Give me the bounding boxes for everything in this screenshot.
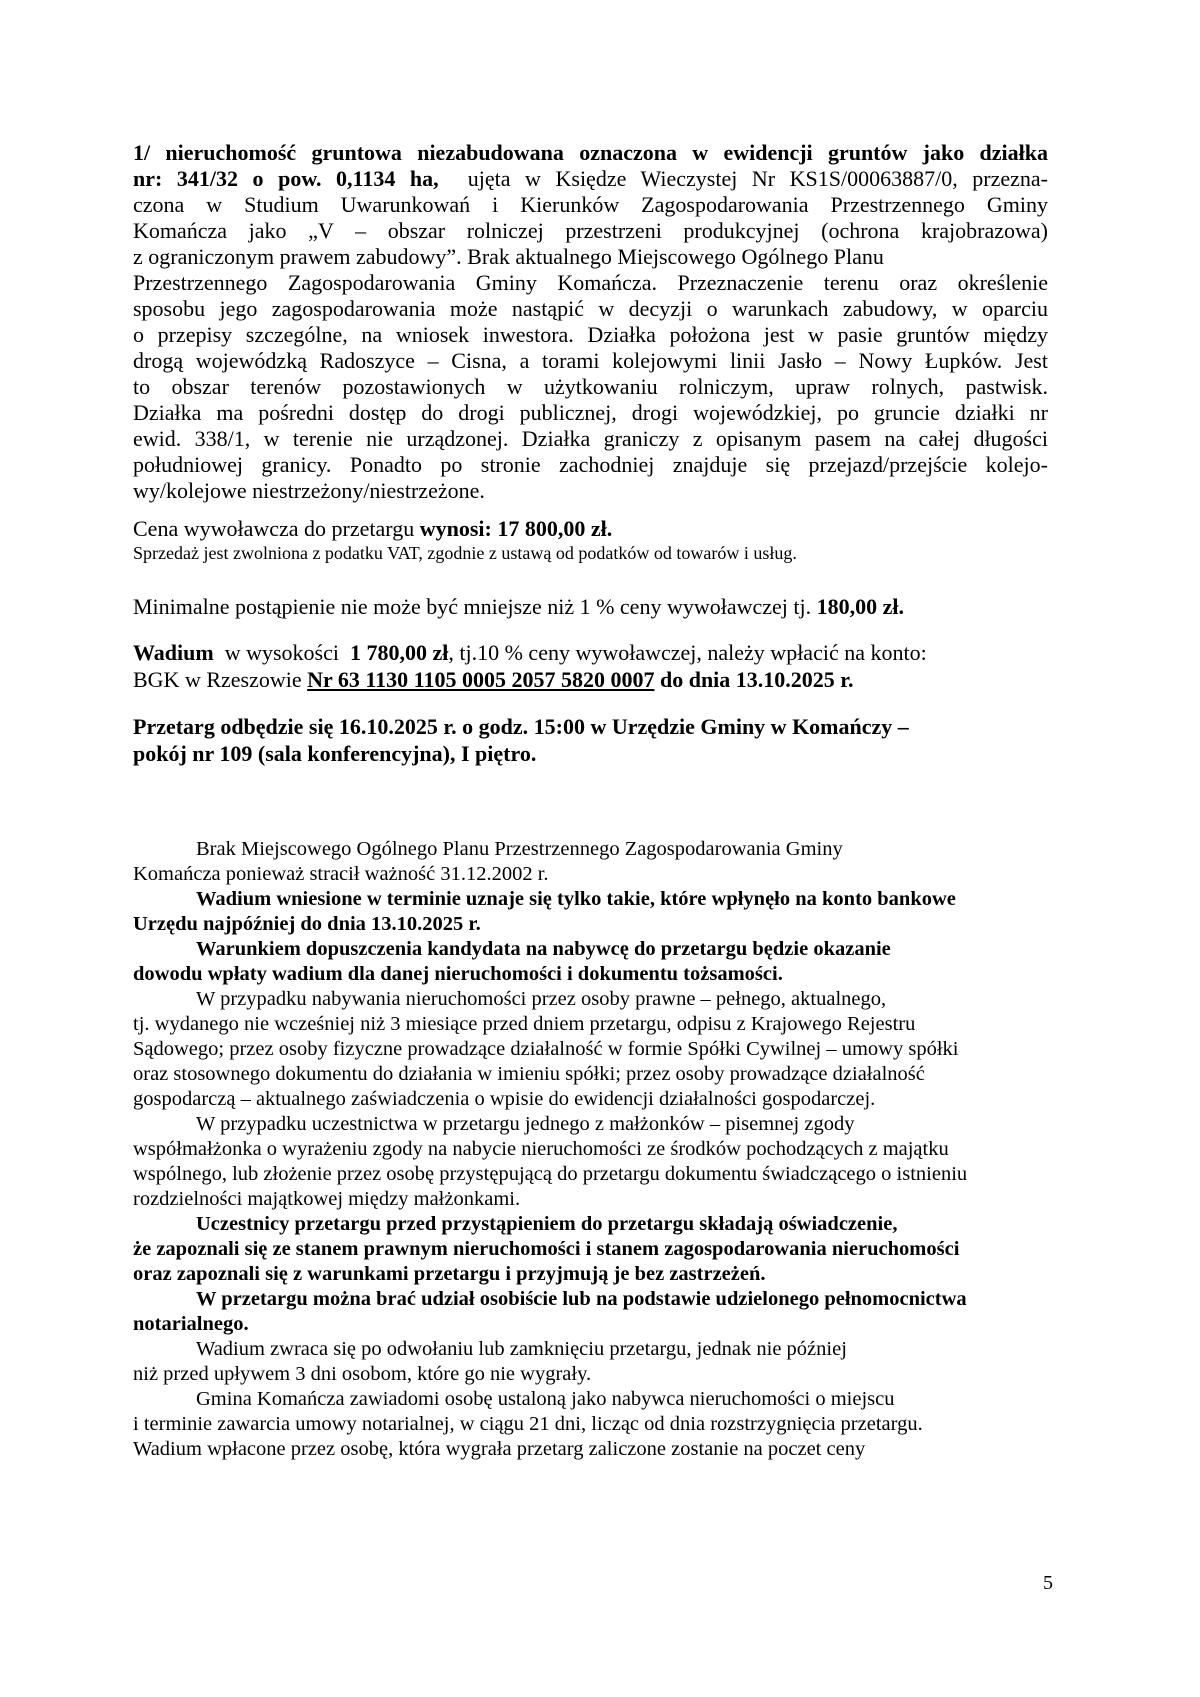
property-description-line: o przepisy szczególne, na wniosek inwestora. Działka położona jest w pasie gruntów między [133, 322, 1048, 347]
auction-terms-line: gospodarczą – aktualnego zaświadczenia o wpisie do ewidencji działalności gospodarczej. [133, 1088, 876, 1110]
auction-terms-line: notarialnego. [133, 1313, 249, 1335]
auction-date-line: pokój nr 109 (sala konferencyjna), I piętro. [133, 741, 537, 766]
property-description-line: Działka ma pośredni dostęp do drogi publicznej, drogi wojewódzkiej, po gruncie działki nr [133, 400, 1048, 425]
starting-price-line: Cena wywoławcza do przetargu wynosi: 17 800,00 zł. [133, 516, 613, 541]
auction-terms [133, 837, 1048, 1462]
auction-terms-line: Warunkiem dopuszczenia kandydata na nabywcę do przetargu będzie okazanie [196, 938, 891, 960]
document-body [133, 140, 1048, 1462]
property-description-line: drogą wojewódzką Radoszyce – Cisna, a torami kolejowymi linii Jasło – Nowy Łupków. Jest [133, 348, 1048, 373]
auction-terms-line: Komańcza ponieważ stracił ważność 31.12.2002 r. [133, 863, 549, 885]
property-description-line: sposobu jego zagospodarowania może nastąpić w decyzji o warunkach zabudowy, w oparciu [133, 296, 1048, 321]
property-description-line: Przestrzennego Zagospodarowania Gminy Komańcza. Przeznaczenie terenu oraz określenie [133, 270, 1048, 295]
auction-terms-line: W przypadku uczestnictwa w przetargu jednego z małżonków – pisemnej zgody [196, 1113, 855, 1135]
property-description-line: nr: 341/32 o pow. 0,1134 ha, ujęta w Księdze Wieczystej Nr KS1S/00063887/0, przezna- [133, 166, 1049, 191]
auction-terms-line: rozdzielności majątkowej między małżonkami. [133, 1188, 521, 1210]
auction-date [133, 713, 1048, 767]
property-description [133, 140, 1048, 504]
minimum-bid-line: Minimalne postąpienie nie może być mniejsze niż 1 % ceny wywoławczej tj. 180,00 zł. [133, 594, 905, 619]
property-description-line: to obszar terenów pozostawionych w użytkowaniu rolniczym, upraw rolnych, pastwisk. [133, 374, 1048, 399]
auction-terms-line: oraz stosownego dokumentu do działania w imieniu spółki; przez osoby prowadzące działalność [133, 1063, 925, 1085]
auction-terms-line: Sądowego; przez osoby fizyczne prowadzące działalność w formie Spółki Cywilnej – umowy spółki [133, 1038, 959, 1060]
property-description-line: wy/kolejowe niestrzeżony/niestrzeżone. [133, 478, 485, 503]
auction-terms-line: dowodu wpłaty wadium dla danej nieruchomości i dokumentu tożsamości. [133, 963, 783, 985]
property-description-line: południowej granicy. Ponadto po stronie zachodniej znajduje się przejazd/przejście kolejo- [133, 452, 1048, 477]
auction-terms-line: Brak Miejscowego Ogólnego Planu Przestrzennego Zagospodarowania Gminy [196, 838, 843, 860]
property-description-line: ewid. 338/1, w terenie nie urządzonej. Działka graniczy z opisanym pasem na całej długości [133, 426, 1048, 451]
property-description-line: Komańcza jako „V – obszar rolniczej przestrzeni produkcyjnej (ochrona krajobrazowa) [133, 218, 1048, 243]
auction-terms-line: niż przed upływem 3 dni osobom, które go nie wygrały. [133, 1363, 592, 1385]
auction-terms-line: współmałżonka o wyrażeniu zgody na nabycie nieruchomości ze środków pochodzących z majątku [133, 1138, 949, 1160]
page-number: 5 [1043, 1572, 1053, 1594]
deposit-info [133, 639, 1048, 693]
starting-price-line: Sprzedaż jest zwolniona z podatku VAT, zgodnie z ustawą od podatków od towarów i usług. [133, 543, 797, 563]
starting-price [133, 516, 1048, 564]
auction-terms-line: że zapoznali się ze stanem prawnym nieruchomości i stanem zagospodarowania nieruchomości [133, 1238, 960, 1260]
auction-terms-line: oraz zapoznali się z warunkami przetargu i przyjmują je bez zastrzeżeń. [133, 1263, 766, 1285]
auction-terms-line: W przetargu można brać udział osobiście lub na podstawie udzielonego pełnomocnictwa [196, 1288, 967, 1310]
auction-terms-line: tj. wydanego nie wcześniej niż 3 miesiące przed dniem przetargu, odpisu z Krajowego Rejestru [133, 1013, 916, 1035]
deposit-info-line: BGK w Rzeszowie Nr 63 1130 1105 0005 2057 5820 0007 do dnia 13.10.2025 r. [133, 667, 854, 692]
property-description-line: z ograniczonym prawem zabudowy”. Brak aktualnego Miejscowego Ogólnego Planu [133, 244, 884, 269]
auction-terms-line: wspólnego, lub złożenie przez osobę przystępującą do przetargu dokumentu świadczącego o istnieniu [133, 1163, 968, 1185]
auction-terms-line: Uczestnicy przetargu przed przystąpieniem do przetargu składają oświadczenie, [196, 1213, 898, 1235]
property-description-line: czona w Studium Uwarunkowań i Kierunków Zagospodarowania Przestrzennego Gminy [133, 192, 1048, 217]
property-description-line: 1/ nieruchomość gruntowa niezabudowana oznaczona w ewidencji gruntów jako działka [133, 140, 1048, 165]
minimum-bid [133, 594, 1048, 620]
auction-terms-line: Urzędu najpóźniej do dnia 13.10.2025 r. [133, 913, 481, 935]
deposit-info-line: Wadium w wysokości 1 780,00 zł, tj.10 % ceny wywoławczej, należy wpłacić na konto: [133, 640, 927, 665]
auction-terms-line: W przypadku nabywania nieruchomości przez osoby prawne – pełnego, aktualnego, [196, 988, 887, 1010]
auction-date-line: Przetarg odbędzie się 16.10.2025 r. o godz. 15:00 w Urzędzie Gminy w Komańczy – [133, 714, 909, 739]
auction-terms-line: Wadium zwraca się po odwołaniu lub zamknięciu przetargu, jednak nie później [196, 1338, 847, 1360]
auction-terms-line: Wadium wpłacone przez osobę, która wygrała przetarg zaliczone zostanie na poczet ceny [133, 1438, 866, 1460]
auction-terms-line: Wadium wniesione w terminie uznaje się tylko takie, które wpłynęło na konto bankowe [196, 888, 956, 910]
auction-terms-line: i terminie zawarcia umowy notarialnej, w ciągu 21 dni, licząc od dnia rozstrzygnięcia przetargu. [133, 1413, 923, 1435]
auction-terms-line: Gmina Komańcza zawiadomi osobę ustaloną jako nabywca nieruchomości o miejscu [196, 1388, 895, 1410]
